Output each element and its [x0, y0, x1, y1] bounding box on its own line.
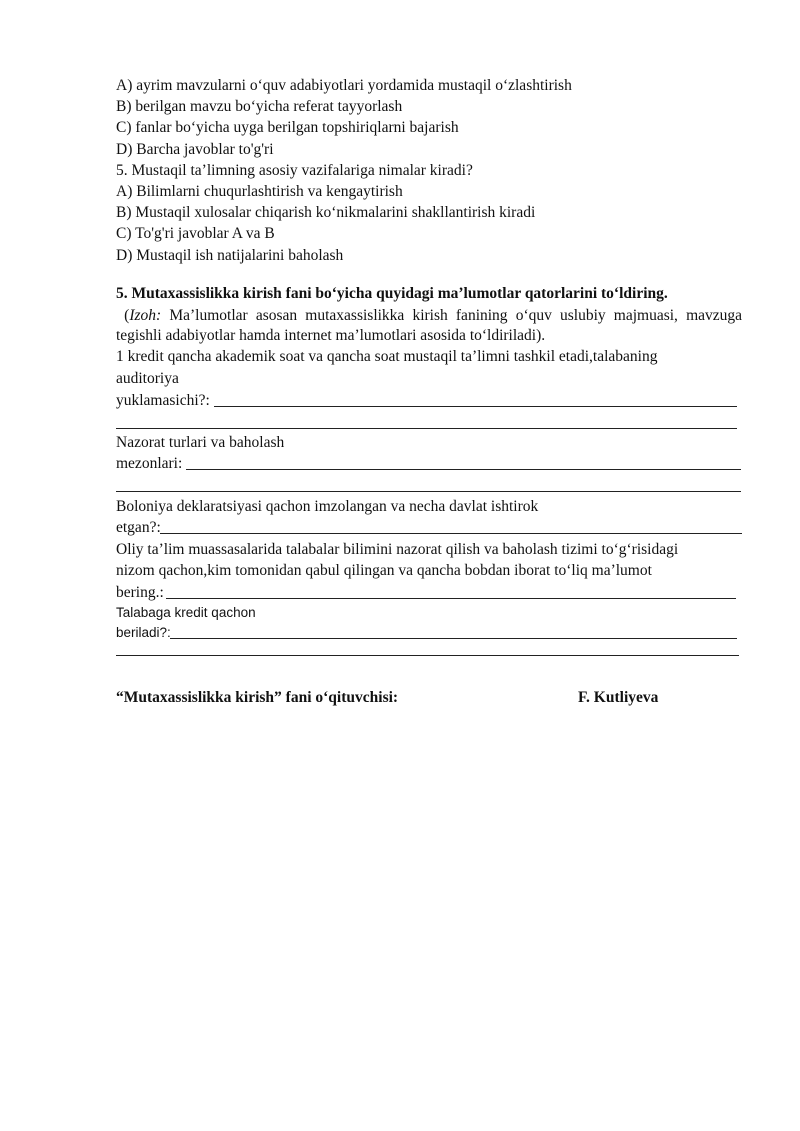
credit-question-line-2: auditoriya — [116, 370, 179, 387]
regulation-answer-field[interactable] — [166, 598, 736, 599]
note-open-paren: ( — [124, 307, 130, 324]
bologna-question-line-2: etgan?: — [116, 519, 161, 536]
regulation-question-line-1: Oliy ta’lim muassasalarida talabalar bilimini nazorat qilish va baholash tizimi to‘g‘risidagi — [116, 541, 679, 558]
credit-answer-field-2[interactable] — [116, 428, 737, 429]
q4-option-d: D) Barcha javoblar to'g'ri — [116, 141, 274, 158]
q5-option-c: C) To'g'ri javoblar A va B — [116, 225, 275, 242]
regulation-question-line-2: nizom qachon,kim tomonidan qabul qilingan va qancha bobdan iborat to‘liq ma’lumot — [116, 562, 652, 579]
q5-option-b: B) Mustaqil xulosalar chiqarish ko‘nikmalarini shakllantirish kiradi — [116, 204, 536, 221]
credit-question-line-1: 1 kredit qancha akademik soat va qancha soat mustaqil ta’limni tashkil etadi,talabaning — [116, 348, 658, 365]
note-label: Izoh: — [129, 307, 162, 324]
credit-question-line-3: yuklamasichi?: — [116, 392, 210, 409]
q4-option-a: A) ayrim mavzularni o‘quv adabiyotlari yordamida mustaqil o‘zlashtirish — [116, 77, 572, 94]
bologna-answer-field[interactable] — [160, 533, 742, 534]
credit-answer-field[interactable] — [214, 406, 737, 407]
section-note-line-1 — [116, 305, 742, 326]
regulation-question-line-3: bering.: — [116, 584, 164, 601]
signature-role: “Mutaxassislikka kirish” fani o‘qituvchisi: — [116, 689, 399, 706]
control-answer-field-2[interactable] — [116, 491, 741, 492]
note-text-1: Ma’lumotlar asosan mutaxassislikka kirish fanining o‘quv uslubiy majmuasi, mavzuga — [169, 307, 743, 324]
control-question-line-2: mezonlari: — [116, 455, 183, 472]
control-answer-field[interactable] — [186, 469, 741, 470]
control-question-line-1: Nazorat turlari va baholash — [116, 434, 285, 451]
q5-option-a: A) Bilimlarni chuqurlashtirish va kengaytirish — [116, 183, 403, 200]
q4-option-b: B) berilgan mavzu bo‘yicha referat tayyorlash — [116, 98, 403, 115]
credit-given-question-line-1: Talabaga kredit qachon — [116, 605, 256, 620]
q5-option-d: D) Mustaqil ish natijalarini baholash — [116, 247, 344, 264]
bologna-question-line-1: Boloniya deklaratsiyasi qachon imzolangan va necha davlat ishtirok — [116, 498, 539, 515]
section-heading: 5. Mutaxassislikka kirish fani bo‘yicha quyidagi ma’lumotlar qatorlarini to‘ldiring. — [116, 285, 668, 302]
credit-given-question-line-2: beriladi?: — [116, 625, 171, 640]
credit-given-answer-field[interactable] — [170, 638, 737, 639]
credit-given-answer-field-2[interactable] — [116, 655, 739, 656]
section-note-line-2: tegishli adabiyotlar hamda internet ma’lumotlari asosida to‘ldiriladi). — [116, 327, 546, 344]
q5-question: 5. Mustaqil ta’limning asosiy vazifalariga nimalar kiradi? — [116, 162, 473, 179]
signature-name: F. Kutliyeva — [578, 689, 659, 706]
q4-option-c: C) fanlar bo‘yicha uyga berilgan topshiriqlarni bajarish — [116, 119, 459, 136]
